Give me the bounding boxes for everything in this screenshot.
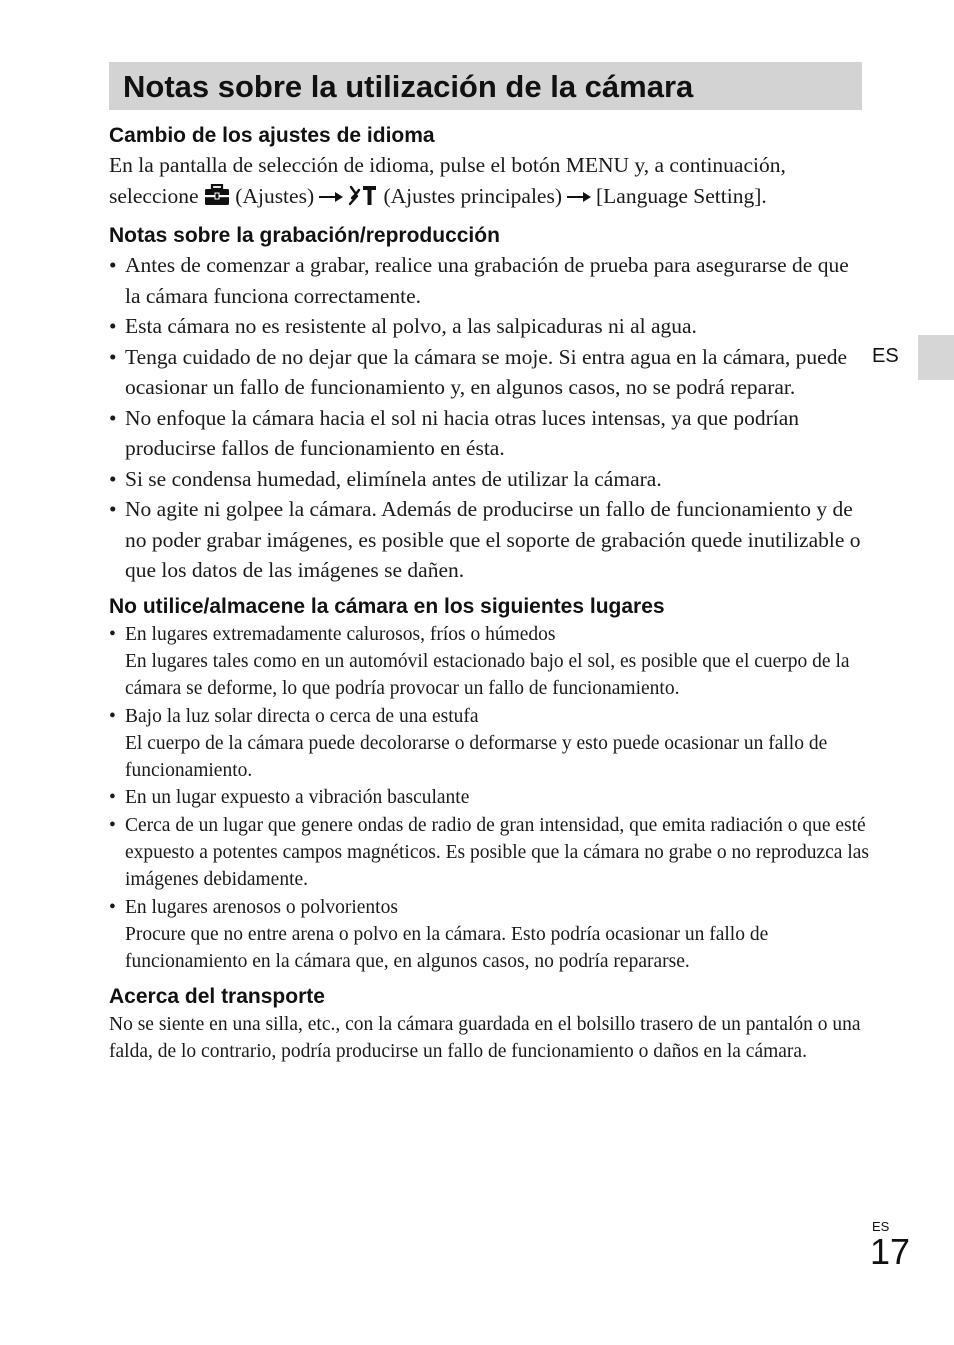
page-number: 17 — [870, 1231, 911, 1272]
list-item: • En lugares arenosos o polvorientos Procure que no entre arena o polvo en la cámara. Esto podría ocasionar un fallo de funcionamiento en la cámara que, en algunos casos, no podría repararse. — [109, 894, 869, 976]
list-item: • Si se condensa humedad, elimínela antes de utilizar la cámara. — [109, 464, 869, 495]
page-title-bar — [109, 62, 862, 110]
list-item: • Cerca de un lugar que genere ondas de radio de gran intensidad, que emita radiación o que esté expuesto a potentes campos magnéticos. Es posible que la cámara no grabe o no reproduzca las imágenes debidamente. — [109, 812, 869, 894]
list-item: • No agite ni golpee la cámara. Además de producirse un fallo de funcionamiento y de no poder grabar imágenes, es posible que el soporte de grabación quede inutilizable o que los datos de las imágenes se dañen. — [109, 494, 869, 586]
list-item: • Bajo la luz solar directa o cerca de una estufa El cuerpo de la cámara puede decolorarse o deformarse y esto puede ocasionar un fallo de funcionamiento. — [109, 703, 869, 785]
list-item: • Antes de comenzar a grabar, realice una grabación de prueba para asegurarse de que la cámara funciona correctamente. — [109, 250, 869, 311]
section-transport — [109, 983, 869, 1065]
list-item: • Tenga cuidado de no dejar que la cámara se moje. Si entra agua en la cámara, puede ocasionar un fallo de funcionamiento y, en algunos casos, no se podrá reparar. — [109, 342, 869, 403]
page-content — [109, 122, 869, 1065]
side-tab-label: ES — [872, 345, 899, 367]
section-heading-transport: Acerca del transporte — [109, 984, 325, 1008]
section-storage — [109, 593, 869, 976]
side-tab — [918, 335, 954, 380]
arrow-right-icon — [566, 181, 592, 212]
page-title: Notas sobre la utilización de la cámara — [123, 68, 694, 104]
arrow-right-icon — [318, 181, 344, 212]
list-item: • En lugares extremadamente calurosos, fríos o húmedos En lugares tales como en un automóvil estacionado bajo el sol, es posible que el cuerpo de la cámara se deforme, lo que podría provocar un fallo de funcionamiento. — [109, 621, 869, 703]
recording-notes-list — [109, 250, 869, 586]
section-recording — [109, 222, 869, 586]
toolbox-icon — [204, 184, 230, 215]
list-item: • No enfoque la cámara hacia el sol ni hacia otras luces intensas, ya que podrían producirse fallos de funcionamiento en ésta. — [109, 403, 869, 464]
section-language — [109, 122, 869, 214]
storage-places-list — [109, 621, 869, 976]
list-item: • En un lugar expuesto a vibración basculante — [109, 784, 869, 811]
section-heading-storage: No utilice/almacene la cámara en los siguientes lugares — [109, 594, 665, 618]
main-settings-icon — [348, 184, 378, 215]
list-item: • Esta cámara no es resistente al polvo, a las salpicaduras ni al agua. — [109, 311, 869, 342]
section-heading-recording: Notas sobre la grabación/reproducción — [109, 224, 500, 248]
section-heading-language: Cambio de los ajustes de idioma — [109, 124, 435, 147]
transport-text: No se siente en una silla, etc., con la cámara guardada en el bolsillo trasero de un pantalón o una falda, de lo contrario, podría producirse un fallo de funcionamiento o daños en la cámara. — [109, 1013, 861, 1062]
footer-language: ES — [872, 1219, 890, 1234]
language-instructions: En la pantalla de selección de idioma, pulse el botón MENU y, a continuación, seleccione (Ajustes) (Ajustes principales) [Language Setting]. — [109, 150, 869, 214]
